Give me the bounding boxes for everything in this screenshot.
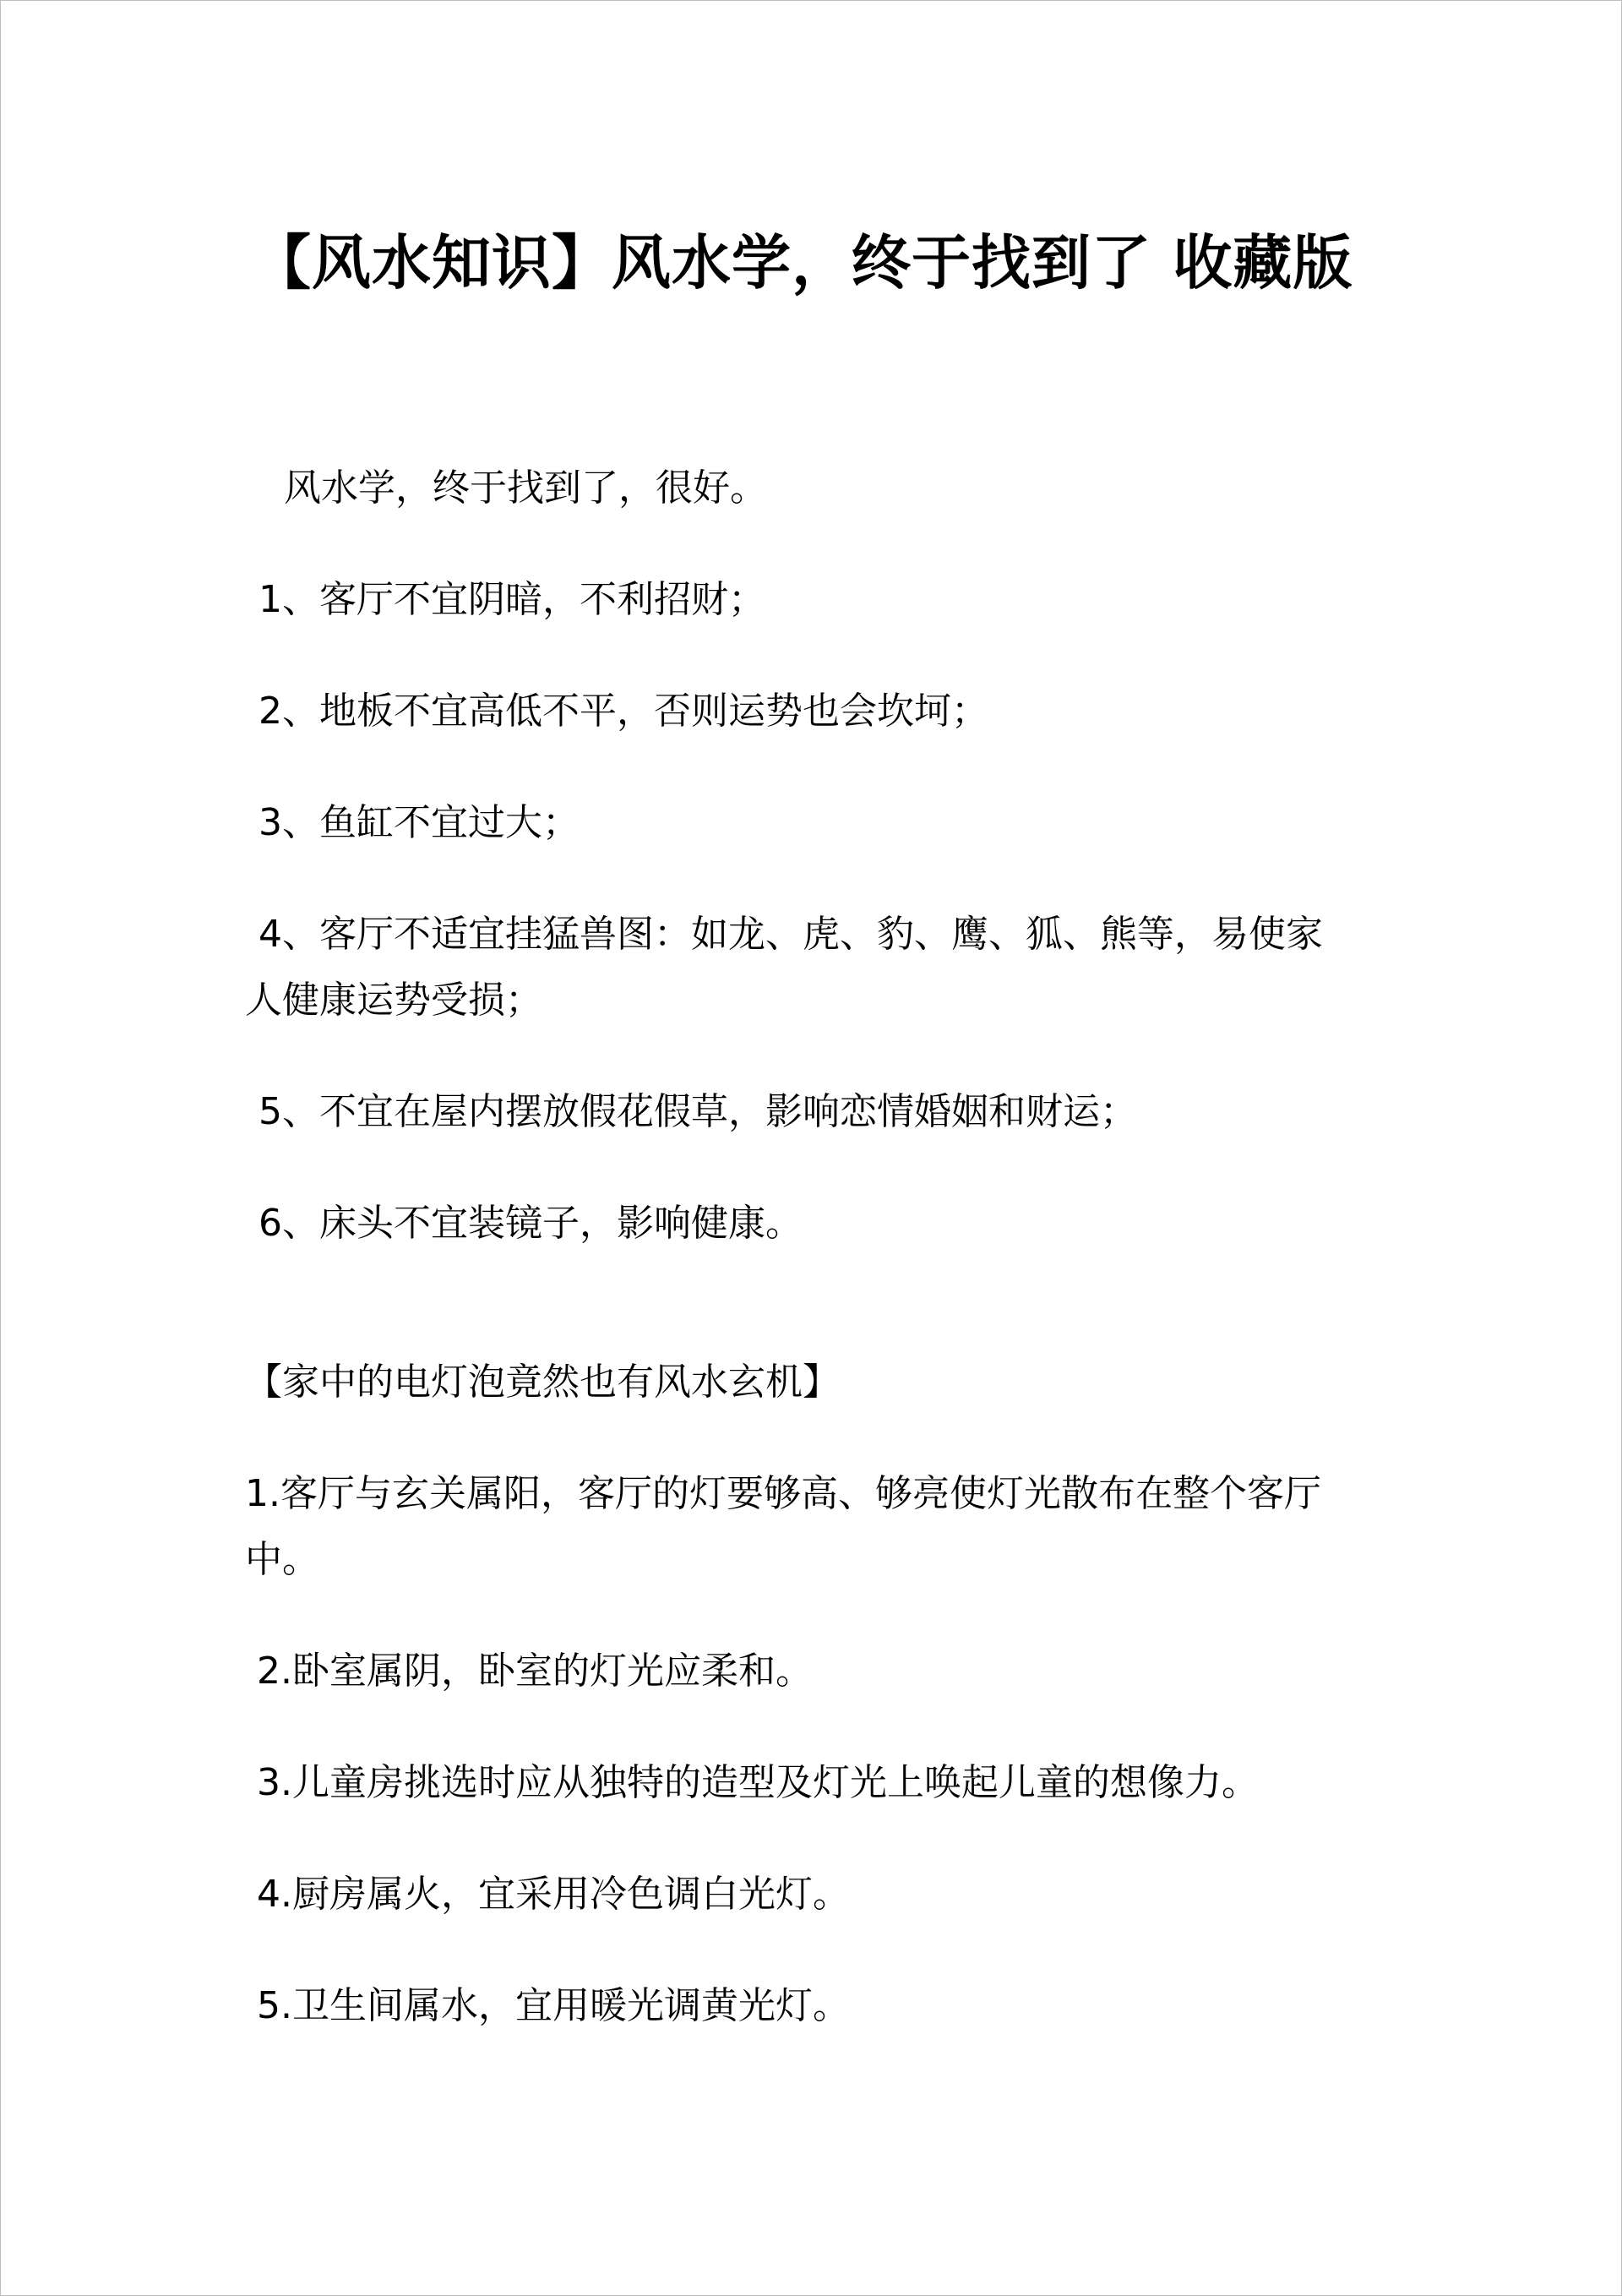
list-item: 1.客厅与玄关属阳，客厅的灯要够高、够亮使灯光散布在整个客厅 [245, 1472, 1321, 1515]
list-item: 5.卫生间属水，宜用暖光调黄光灯。 [257, 1984, 850, 2027]
list-item: 1、客厅不宜阴暗，不利招财； [259, 578, 765, 621]
list-item: 3.儿童房挑选时应从独特的造型及灯光上唤起儿童的想像力。 [257, 1761, 1259, 1804]
list-item: 2、地板不宜高低不平，否则运势也会坎坷； [259, 690, 988, 733]
intro-paragraph: 风水学，终于找到了，很好。 [284, 466, 767, 510]
list-item: 4、客厅不适宜挂猛兽图：如龙、虎、豹、鹰、狐、熊等，易使家 [259, 913, 1323, 956]
list-item-continuation: 中。 [245, 1538, 319, 1581]
list-item: 4.厨房属火，宜采用冷色调白光灯。 [257, 1873, 850, 1916]
section-heading: 【家中的电灯泡竟然也有风水玄机】 [245, 1361, 840, 1404]
list-item: 6、床头不宜装镜子，影响健康。 [259, 1202, 803, 1245]
list-item-continuation: 人健康运势受损； [245, 979, 542, 1022]
document-title: 【风水知识】风水学，终于找到了 收藏版 [252, 228, 1353, 297]
list-item: 5、不宜在屋内摆放假花假草，影响恋情婚姻和财运； [259, 1090, 1137, 1133]
list-item: 2.卧室属阴，卧室的灯光应柔和。 [257, 1650, 813, 1693]
list-item: 3、鱼缸不宜过大； [259, 801, 580, 844]
